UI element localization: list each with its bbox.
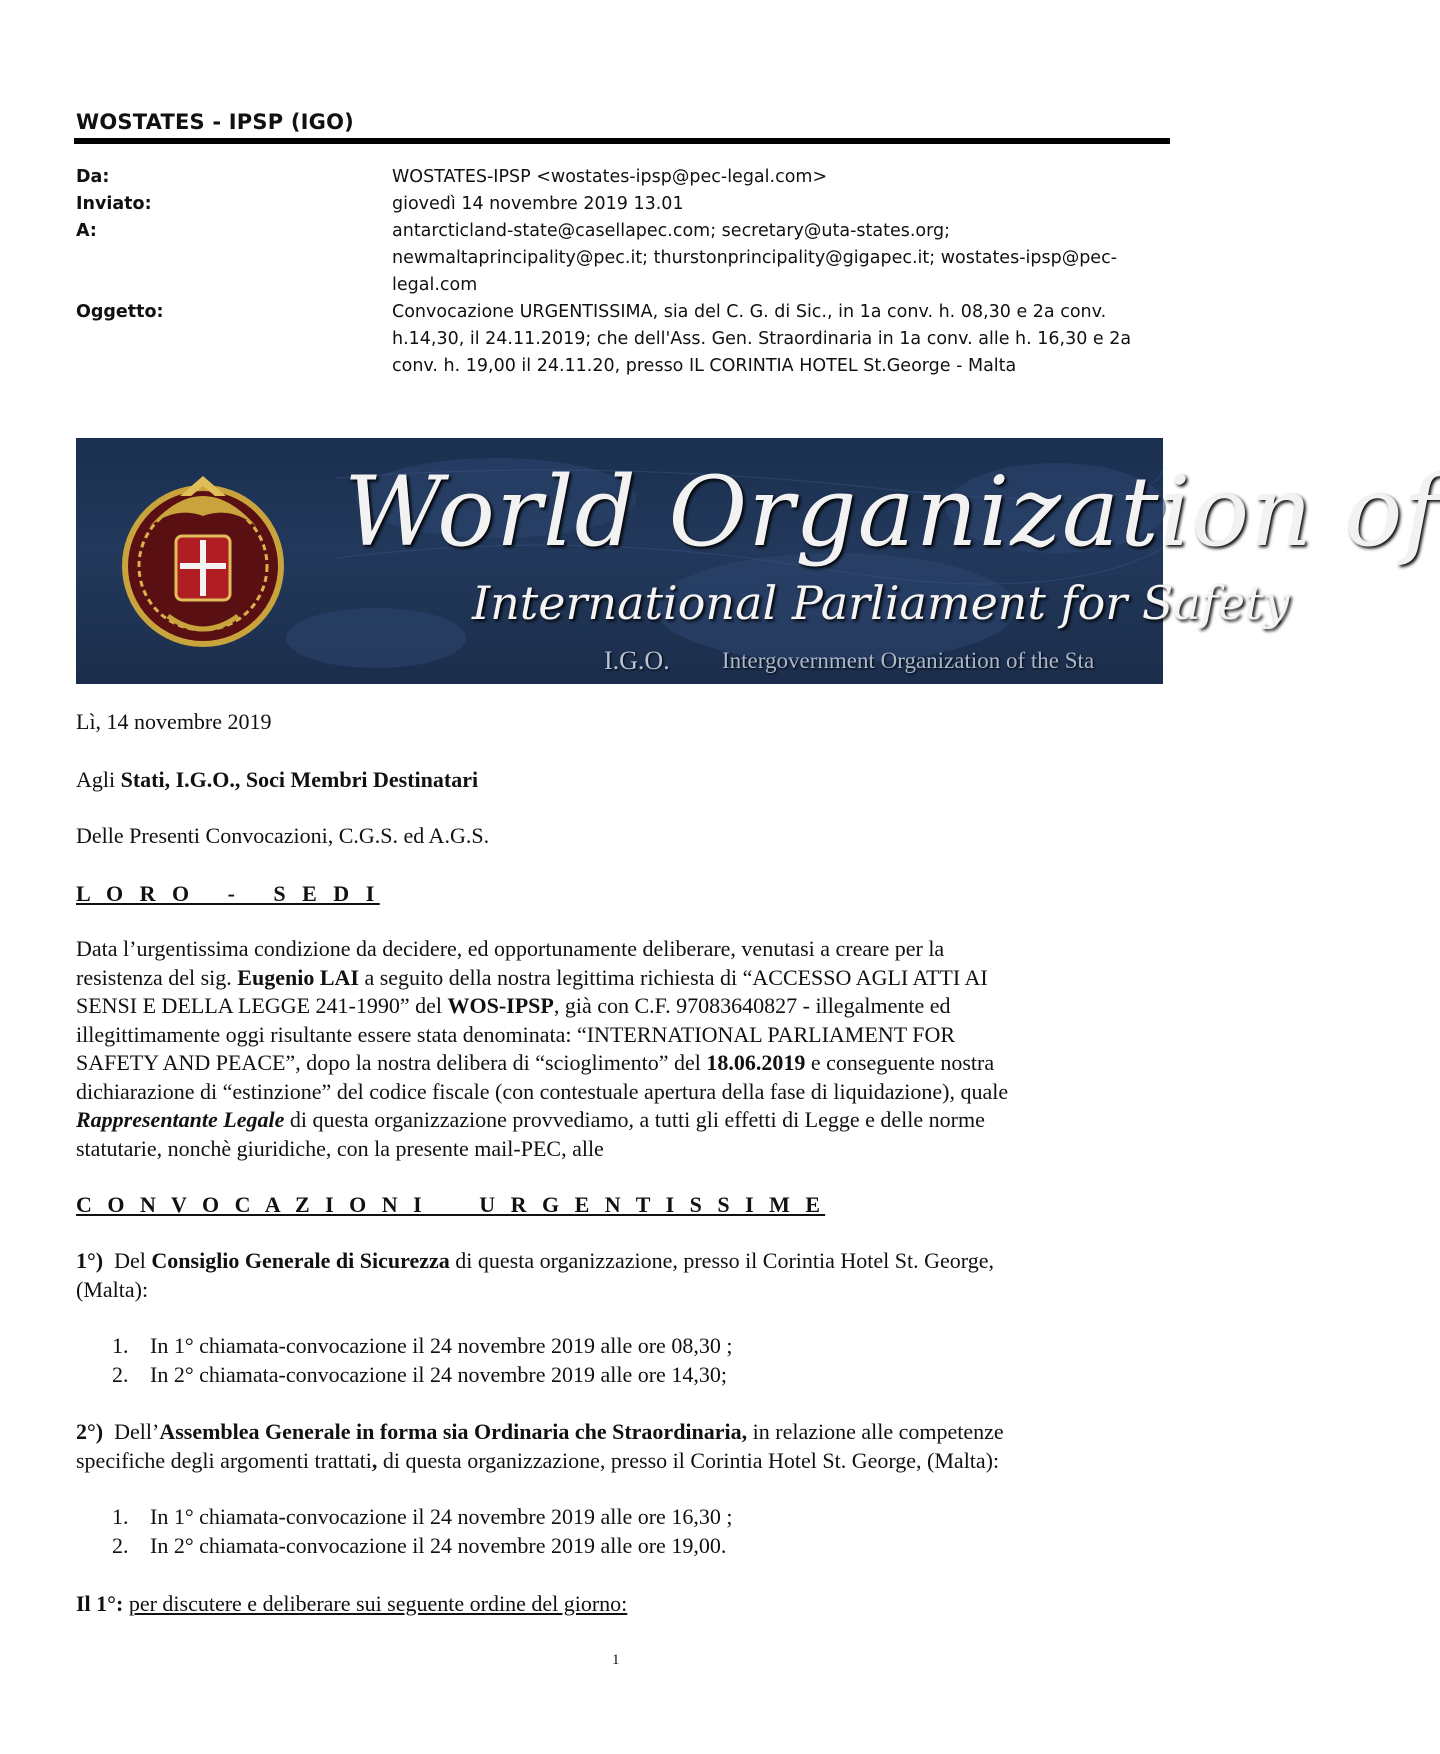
to-line: antarcticland-state@casellapec.com; secretary@uta-states.org; — [392, 221, 951, 241]
subject-line: conv. h. 19,00 il 24.11.20, presso IL CORINTIA HOTEL St.George - Malta — [392, 356, 1017, 376]
para-line: Data l’urgentissima condizione da decidere, ed opportunamente deliberare, venutasi a creare per la — [76, 936, 945, 961]
agenda-label: Il 1°: — [76, 1591, 124, 1616]
list-item: 2. In 2° chiamata-convocazione il 24 novembre 2019 alle ore 14,30; — [112, 1361, 727, 1387]
sent-label: Inviato: — [76, 194, 152, 214]
banner-title: World Organization of — [344, 456, 1440, 568]
from-label: Da: — [76, 167, 110, 187]
para-line: dichiarazione di “estinzione” del codice fiscale (con contestuale apertura della fase di liquidazione), quale — [76, 1078, 1009, 1104]
banner-igo-label: I.G.O. — [604, 646, 670, 675]
item-1-list — [112, 1332, 732, 1389]
letter-date: Lì, 14 novembre 2019 — [76, 709, 272, 734]
recipients-line2: Delle Presenti Convocazioni, C.G.S. ed A.G.S. — [76, 823, 490, 848]
para-line: Rappresentante Legale di questa organizzazione provvediamo, a tutti gli effetti di Legge e delle norme — [76, 1107, 985, 1132]
para-line: illegittimamente oggi risultante essere stata denominata: “INTERNATIONAL PARLIAMENT FOR — [76, 1021, 956, 1047]
subject-line: h.14,30, il 24.11.2019; che dell'Ass. Gen. Straordinaria in 1a conv. alle h. 16,30 e 2a — [392, 329, 1132, 349]
sent-value: giovedì 14 novembre 2019 13.01 — [392, 194, 684, 214]
item-2-number: 2°) — [76, 1419, 104, 1444]
loro-sedi-heading: L O R O - S E D I — [76, 881, 380, 906]
subject-value — [392, 299, 1172, 380]
crest-emblem-icon — [110, 466, 296, 652]
list-item: 2. In 2° chiamata-convocazione il 24 novembre 2019 alle ore 19,00. — [112, 1532, 727, 1558]
item-1: 1°) Del Consiglio Generale di Sicurezza di questa organizzazione, presso il Corintia Hotel St. George, (Malta): — [76, 1247, 1176, 1304]
recipients-bold: Stati, I.G.O., Soci Membri Destinatari — [120, 767, 479, 792]
item-2-list — [112, 1503, 732, 1560]
letter-recipients — [76, 766, 478, 795]
para-line: SENSI E DELLA LEGGE 241-1990” del WOS-IPSP, già con C.F. 97083640827 - illegalmente ed — [76, 993, 951, 1018]
agenda-text: per discutere e deliberare sui seguente ordine del giorno: — [128, 1591, 628, 1616]
person-name: Eugenio LAI — [237, 964, 359, 990]
organization-acronym: WOS-IPSP — [447, 993, 554, 1018]
from-value: WOSTATES-IPSP <wostates-ipsp@pec-legal.com> — [392, 167, 828, 187]
resolution-date: 18.06.2019 — [706, 1050, 806, 1075]
legal-representative: Rappresentante Legale — [76, 1107, 285, 1132]
item-1-number: 1°) — [76, 1248, 104, 1273]
to-line: newmaltaprincipality@pec.it; thurstonprincipality@gigapec.it; wostates-ipsp@pec- — [392, 248, 1118, 268]
email-sender-title: WOSTATES - IPSP (IGO) — [76, 110, 354, 134]
agenda-line — [76, 1590, 627, 1619]
para-line: SAFETY AND PEACE”, dopo la nostra delibera di “scioglimento” del 18.06.2019 e conseguente nostra — [76, 1050, 995, 1075]
header-divider — [74, 138, 1170, 144]
item-1-line2: (Malta): — [76, 1276, 149, 1302]
list-item: 1. In 1° chiamata-convocazione il 24 novembre 2019 alle ore 08,30 ; — [112, 1333, 733, 1358]
letter-paragraph — [76, 935, 1176, 1163]
banner-subtitle: International Parliament for Safety — [472, 576, 1290, 630]
subject-line: Convocazione URGENTISSIMA, sia del C. G. di Sic., in 1a conv. h. 08,30 e 2a conv. — [392, 302, 1107, 322]
to-line: legal.com — [392, 275, 478, 295]
subject-label: Oggetto: — [76, 302, 164, 322]
item-1-bold: Consiglio Generale di Sicurezza — [151, 1248, 450, 1273]
para-line: resistenza del sig. Eugenio LAI a seguito della nostra legittima richiesta di “ACCESSO AGLI ATTI AI — [76, 964, 988, 990]
recipients-prefix: Agli — [76, 767, 121, 792]
item-2-bold: Assemblea Generale in forma sia Ordinaria che Straordinaria, — [159, 1419, 748, 1444]
para-line: statutarie, nonchè giuridiche, con la presente mail-PEC, alle — [76, 1135, 604, 1161]
banner-igo-description: Intergovernment Organization of the Sta — [722, 648, 1095, 673]
to-value — [392, 218, 1172, 299]
to-label: A: — [76, 221, 97, 241]
convocazioni-heading: C O N V O C A Z I O N I U R G E N T I S S I M E — [76, 1192, 826, 1217]
organization-banner — [76, 438, 1440, 684]
list-item: 1. In 1° chiamata-convocazione il 24 novembre 2019 alle ore 16,30 ; — [112, 1504, 733, 1529]
page-number: 1 — [612, 1652, 620, 1668]
item-2: 2°) Dell’Assemblea Generale in forma sia Ordinaria che Straordinaria, in relazione alle competenze specifiche degli argomenti trattati, di questa organizzazione, presso il Corintia Hotel St. George, (Malta): — [76, 1419, 1004, 1473]
